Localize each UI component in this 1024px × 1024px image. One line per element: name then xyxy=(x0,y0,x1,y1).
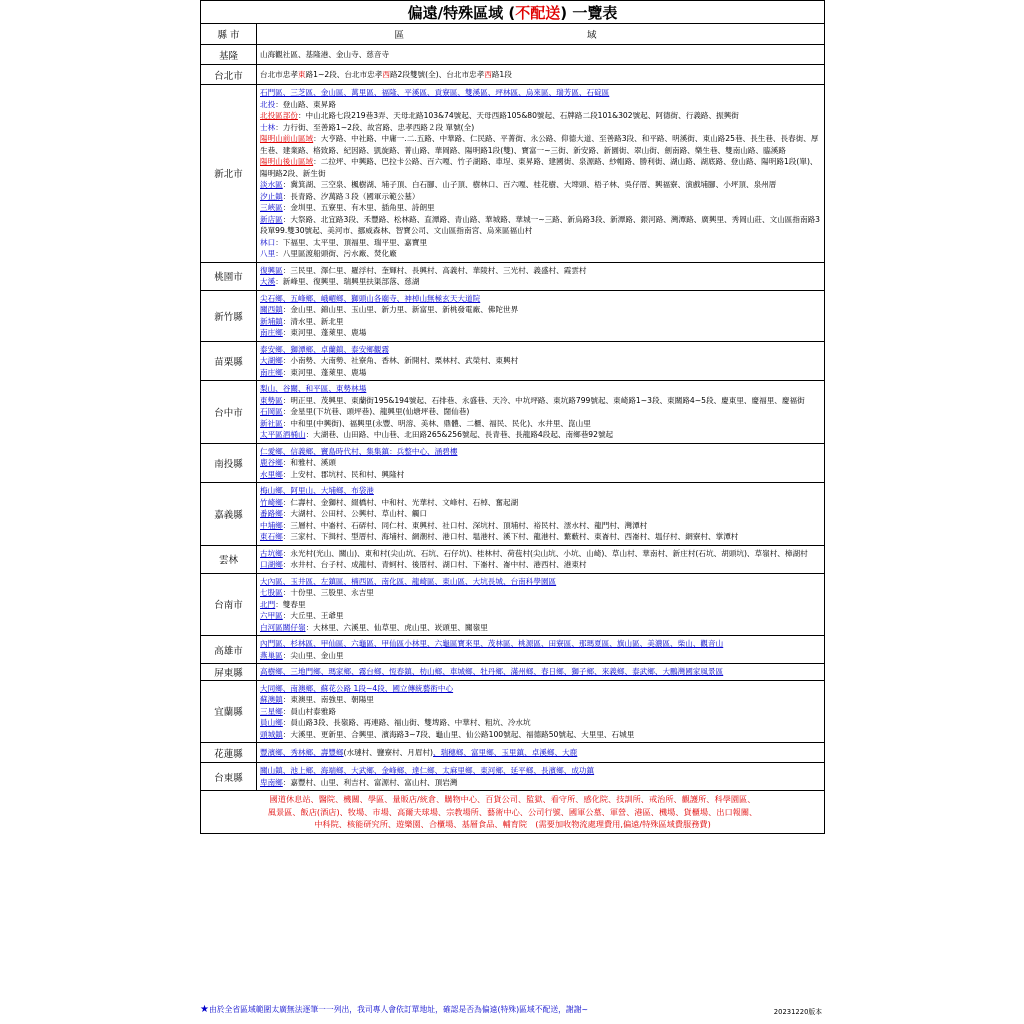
footer-note: 由於全省區域範圍太廣無法逐筆一一列出，我司專人會依訂單地址，確認是否為偏遠(特殊)區域不配送，謝謝~ xyxy=(208,1005,589,1014)
area-highlight: 西 xyxy=(382,69,390,79)
district-list: 梅山鄉、阿里山、大埔鄉、布袋港 xyxy=(260,486,374,495)
area-list xyxy=(257,262,825,290)
district-label: 大湖鄉 xyxy=(260,356,283,365)
table-row xyxy=(201,262,825,290)
district-list: 仁愛鄉、信義鄉、竇島時代村、集集鎮：兵整中心、涵碧樓 xyxy=(260,446,458,456)
district-label: 北門 xyxy=(260,599,276,609)
county-name: 苗栗縣 xyxy=(201,341,257,381)
area-list xyxy=(257,545,825,573)
district-label: 六甲區 xyxy=(260,611,283,620)
district-label: 新社區 xyxy=(260,418,283,428)
district-label: 南庄鄉 xyxy=(260,367,283,377)
district-detail: ：二拉坪、中興路、巴拉卡公路、百六嘎、竹子湖路、車埕、東昇路、建國街、泉源路、紗帽路、勝利街、湖山路、湖底路、登山路、陽明路1段(單)、陽明路2段、新生街 xyxy=(260,157,818,178)
star-icon: ★ xyxy=(200,1004,209,1015)
district-label: 頭城鎮 xyxy=(260,729,283,739)
district-list: 梨山、谷關、和平區、東勢林場 xyxy=(260,384,367,393)
district-detail: ：登山路、東昇路 xyxy=(275,99,336,109)
district-detail: ：和雅村、溪頭 xyxy=(282,458,336,467)
district-label: 北投區部份 xyxy=(260,111,298,120)
area-text: 台北市忠孝 xyxy=(260,69,298,79)
remote-area-table xyxy=(200,0,825,834)
district-detail: ：冀箕湖、三空泉、楓樹湖、埔子頂、白石腳、山子頂、樹林口、百六嘎、桂花樹、大埤頭、梧子林、吳仔厝、興福寮、演戲埔腳、小坪頂、泉州厝 xyxy=(282,180,777,189)
district-detail: ：大祭路、北宜路3段、禾豐路、松林路、直潭路、青山路、華城路、華城一~三路、新烏路3段、新潭路、銀河路、灣潭路、廣興里、秀岡山莊、文山區指南路3段單99.雙30號起、美河市、挪威森林、智寶公司、文山區指南宮、烏來區福山村 xyxy=(260,214,821,235)
district-label: 三星鄉 xyxy=(260,706,283,716)
special-locations-note xyxy=(201,791,825,834)
area-list xyxy=(257,85,825,263)
district-detail: (水璉村、鹽寮村、月眉村) xyxy=(343,747,433,757)
area-list xyxy=(257,381,825,444)
county-name: 南投縣 xyxy=(201,443,257,483)
area-highlight: 東 xyxy=(297,69,306,79)
district-detail: ：大溪里、更新里、合興里、濱海路3~7段、龜山里、仙公路100號起、福德路50號起、大里里、石城里 xyxy=(282,729,635,739)
district-detail: ：大湖巷、山田路、中山巷、北田路265&256號起、長青巷、長龍路4段起、南鄉巷92號起 xyxy=(305,430,614,439)
area-list xyxy=(257,636,825,664)
area-list xyxy=(257,65,825,85)
district-label: 北投 xyxy=(260,99,276,109)
district-detail: ：中山北路七段219巷3弄、天母北路103&74號起、天母西路105&80號起、石牌路二段101&302號起、阿德街、行義路、振興街 xyxy=(297,111,739,120)
district-detail: ：仁壽村、金獅村、綴橋村、中和村、光華村、文峰村、石棹、奮起湖 xyxy=(282,497,519,507)
county-column-header: 縣 市 xyxy=(201,24,257,45)
county-name: 雲林 xyxy=(201,545,257,573)
area-text: 路2段雙號(全)、台北市忠孝 xyxy=(389,69,485,79)
district-label: 東石鄉 xyxy=(260,532,283,541)
area-list xyxy=(257,743,825,763)
table-row xyxy=(201,65,825,85)
table-row xyxy=(201,763,825,791)
county-name: 基隆 xyxy=(201,45,257,65)
district-list: 高樹鄉、三地門鄉、瑪家鄉、霧台鄉、恆春鎮、枋山鄉、車城鄉、牡丹鄉、滿州鄉、春日鄉、獅子鄉、來義鄉、泰武鄉、大鵬灣國家風景區 xyxy=(260,667,724,676)
district-label: 中埔鄉 xyxy=(260,520,283,530)
county-name: 新竹縣 xyxy=(201,290,257,341)
area-list xyxy=(257,483,825,546)
county-name: 台東縣 xyxy=(201,763,257,791)
district-label: 太平區酒桶山 xyxy=(260,430,306,439)
table-row xyxy=(201,636,825,664)
district-label: 復興區 xyxy=(260,265,283,275)
district-detail: ：大亨路、中社路、中庸一.二.五路、中華路、仁民路、平菁街、永公路、仰德大道、至善路3段、和平路、明溪街、東山路25巷、長生巷、長春街、厚生巷、建業路、格致路、紀因路、凱旋路、菁山路、華岡路、陽明路1段(雙)、寶富一~三街、新安路、新園街、翠山街、劍南路、樂生巷、雙南山路、臨溪路 xyxy=(260,134,819,155)
area-list xyxy=(257,45,825,65)
district-label: 關西鎮 xyxy=(260,305,283,314)
county-name: 花蓮縣 xyxy=(201,743,257,763)
district-detail: ：金星里(下坑巷、頭坪巷)、龍興里(仙塘坪巷、闊仙巷) xyxy=(282,407,470,416)
district-detail: ：清水里、新北里 xyxy=(282,316,344,326)
table-row xyxy=(201,680,825,743)
district-label: 汐止鎮 xyxy=(260,191,283,201)
area-list xyxy=(257,341,825,381)
area-list xyxy=(257,664,825,681)
district-label: 士林 xyxy=(260,122,276,132)
district-detail: ：力行街、至善路1~2段、故宮路、忠孝西路２段 單號(全) xyxy=(275,122,475,132)
table-row xyxy=(201,743,825,763)
district-detail: ：東河里、蓬萊里、鹿場 xyxy=(282,367,367,377)
table-row xyxy=(201,483,825,546)
district-label: 員山鄉 xyxy=(260,718,283,727)
district-label: 新埔鎮 xyxy=(260,316,283,326)
district-detail: ：大湖村、公田村、公興村、草山村、觸口 xyxy=(282,509,428,518)
county-name: 屏東縣 xyxy=(201,664,257,681)
district-detail: ：大林里、六溪里、仙草里、虎山里、崁頭里、關嶺里 xyxy=(305,622,488,632)
county-name: 台中市 xyxy=(201,381,257,444)
district-label: 淡水區 xyxy=(260,180,283,189)
district-label: 番路鄉 xyxy=(260,509,283,518)
district-detail: ：水井村、台子村、成龍村、青蚵村、後厝村、湖口村、下崙村、崙中村、港西村、港東村 xyxy=(282,560,587,569)
district-detail: ：三層村、中崙村、石硦村、同仁村、東興村、社口村、深坑村、頂埔村、裕民村、澐水村、龍門村、灣潭村 xyxy=(282,520,648,530)
district-detail: ：小南勢、大南勢、社寮角、香林、新開村、栗林村、武榮村、東興村 xyxy=(282,356,519,365)
county-name: 台北市 xyxy=(201,65,257,85)
district-detail: ：下福里、太平里、頂福里、瑞平里、嘉寶里 xyxy=(275,237,428,247)
district-detail: ：嘉豐村、山里、利吉村、富源村、富山村、頂岩灣 xyxy=(282,777,458,787)
table-row xyxy=(201,443,825,483)
area-list xyxy=(257,573,825,636)
district-label: 鹿谷鄉 xyxy=(260,458,283,467)
footer xyxy=(200,1004,824,1015)
district-list: 大同鄉、南澳鄉、蘇花公路 1段~4段、國立傳統藝術中心 xyxy=(260,683,454,693)
district-label: 七股區 xyxy=(260,588,283,597)
district-detail: ：大丘里、王爺里 xyxy=(282,611,344,620)
district-list: 關山鎮、池上鄉、海端鄉、大武鄉、金峰鄉、達仁鄉、太麻里鄉、東河鄉、延平鄉、長濱鄉、成功鎮 xyxy=(260,766,595,775)
note-line: 國道休息站、醫院、機關、學區、量販店/統倉、購物中心、百貨公司、監獄、看守所、感化院、技訓所、戒治所、觀護所、科學園區、 xyxy=(269,794,756,804)
district-label: 新店區 xyxy=(260,214,283,224)
district-label: 陽明山後山區域 xyxy=(260,157,314,166)
district-label: 古坑鄉 xyxy=(260,548,283,558)
county-name: 新北市 xyxy=(201,85,257,263)
district-detail: ：中和里(中興街)、福興里(永豐、明溶、美林、鼎體、二櫃、福民、民化)、水井里、崑山里 xyxy=(282,418,591,428)
table-row xyxy=(201,791,825,834)
table-row xyxy=(201,290,825,341)
area-list xyxy=(257,763,825,791)
district-list: 大內區、玉井區、左鎮區、楠西區、南化區、龍崎區、東山區、大坑長城、台南科學園區 xyxy=(260,576,557,586)
district-label: 水里鄉 xyxy=(260,469,283,479)
district-detail: ：金圳里、五寮里、有木里、插角里、詩朗里 xyxy=(282,203,435,212)
note-line: 風景區、飯店(酒店)、牧場、市場、高爾夫球場、宗教場所、藝術中心、公司行號、國軍公墓、軍營、港區、機場、貨櫃場、出口報關、 xyxy=(267,806,758,817)
district-label: 南庄鄉 xyxy=(260,328,283,337)
district-detail: ：八里區渡船頭街、污水廠、焚化廠 xyxy=(275,249,397,258)
county-name: 宜蘭縣 xyxy=(201,680,257,743)
district-list: 泰安鄉、獅潭鄉、卓蘭鎮、泰安鄉觀霧 xyxy=(260,344,390,354)
district-label: 東勢區 xyxy=(260,395,283,405)
district-detail: ：員山路3段、長嶺路、再連路、福山街、雙埤路、中華村、粗坑、冷水坑 xyxy=(282,718,531,727)
district-label: 三峽區 xyxy=(260,203,283,212)
table-row xyxy=(201,85,825,263)
area-text: 路1~2段、台北市忠孝 xyxy=(305,69,383,79)
district-detail: ：東河里、蓬萊里、鹿場 xyxy=(282,328,367,337)
district-detail: ：雙春里 xyxy=(275,599,306,609)
title-prefix: 偏遠/特殊區域 ( xyxy=(407,3,516,22)
district-detail: ：東澳里、南強里、朝陽里 xyxy=(282,695,374,704)
district-label: 口湖鄉 xyxy=(260,560,283,569)
district-list: 石門區、三芝區、金山區、萬里區、福隆、平溪區、貢寮區、雙溪區、坪林區、烏來區、瑞芳區、石碇區 xyxy=(260,88,610,97)
district-list: 豐濱鄉、秀林鄉、壽豐鄉 xyxy=(260,747,344,757)
area-highlight: 西 xyxy=(484,69,492,79)
district-label: 林口 xyxy=(260,237,276,247)
district-list: 內門區、杉林區、甲仙區、六龜區、甲仙區小林里、六龜區寶來里、茂林區、桃源區、田寮區、那瑪夏區、旗山區、美濃區、柴山、觀音山 xyxy=(260,639,724,648)
county-name: 桃園市 xyxy=(201,262,257,290)
area-text: 路1段 xyxy=(491,69,512,79)
district-label: 陽明山前山區域 xyxy=(260,134,314,143)
county-name: 高雄市 xyxy=(201,636,257,664)
district-detail: ：三家村、下揖村、型厝村、海埔村、網潮村、港口村、塭港村、溪下村、龍港村、蘩藪村、東崙村、西崙村、塭仔村、網寮村、掌潭村 xyxy=(282,532,739,541)
table-row xyxy=(201,545,825,573)
area-text: 山海觀社區、基隆港、金山寺、慈音寺 xyxy=(260,49,390,59)
district-detail: ：新峰里、復興里、瑞興里扶渠部落、慈湖 xyxy=(275,277,420,286)
district-detail: ：長青路、汐萬路３段（國軍示範公墓） xyxy=(282,191,420,201)
district-detail: ：十份里、三股里、永吉里 xyxy=(282,588,374,597)
table-row xyxy=(201,381,825,444)
district-label: 卑南鄉 xyxy=(260,777,283,787)
district-label: 白河區關仔嶺 xyxy=(260,622,306,632)
district-detail: ：金山里、錦山里、玉山里、新力里、新富里、新桃發電廠、佛陀世界 xyxy=(282,305,519,314)
remote-area-sheet xyxy=(200,0,824,834)
table-row xyxy=(201,341,825,381)
district-detail: ：員山村泰雅路 xyxy=(282,706,336,716)
district-list: 尖石鄉、五峰鄉、峨嵋鄉、獅頭山各廟寺、神棹山無極玄天大道院 xyxy=(260,293,481,303)
title-suffix: ) 一覽表 xyxy=(560,3,618,22)
district-detail: ：明正里、茂興里、東蘭街195&194號起、石排巷、永盛巷、天冷、中坑坪路、東坑路799號起、東崎路1~3段、東關路4~5段、慶東里、慶福里、慶福街 xyxy=(282,395,805,405)
district-label: 蘇澳鎮 xyxy=(260,695,283,704)
district-label: 大溪 xyxy=(260,277,276,286)
note-line: 中科院、核能研究所、遊樂園、合櫃場、基層食品、輔育院 (需要加收物流處理費用,偏遠/特殊區域費服務費) xyxy=(314,819,711,829)
title-highlight: 不配送 xyxy=(515,3,561,22)
county-name: 嘉義縣 xyxy=(201,483,257,546)
district-detail: ：永光村(光山、關山)、東和村(尖山坑、石坑、石仔坑)、桂林村、荷苞村(尖山坑、小坑、山崎)、草山村、華南村、新庄村(石坑、胡頭坑)、草嶺村、樟湖村 xyxy=(282,548,808,558)
version-label: 20231220版本 xyxy=(773,1008,822,1016)
area-list xyxy=(257,443,825,483)
table-row xyxy=(201,573,825,636)
district-label: 八里 xyxy=(260,249,276,258)
table-row xyxy=(201,664,825,681)
area-column-header: 區 域 xyxy=(257,24,825,45)
county-name: 台南市 xyxy=(201,573,257,636)
district-list: 、瑞穗鄉、富里鄉、玉里鎮、卓溪鄉、大鹿 xyxy=(433,747,578,757)
area-list xyxy=(257,680,825,743)
district-label: 燕巢區 xyxy=(260,650,283,660)
district-detail: ：三民里、澤仁里、羅浮村、奎輝村、長興村、高義村、華陵村、三光村、義盛村、霞雲村 xyxy=(282,265,587,275)
district-detail: ：尖山里、金山里 xyxy=(282,650,344,660)
area-list xyxy=(257,290,825,341)
district-detail: ：上安村、郡坑村、民和村、興隆村 xyxy=(282,469,405,479)
district-label: 石岡區 xyxy=(260,407,283,416)
table-row xyxy=(201,45,825,65)
district-label: 竹崎鄉 xyxy=(260,497,283,507)
page-title xyxy=(201,1,825,24)
